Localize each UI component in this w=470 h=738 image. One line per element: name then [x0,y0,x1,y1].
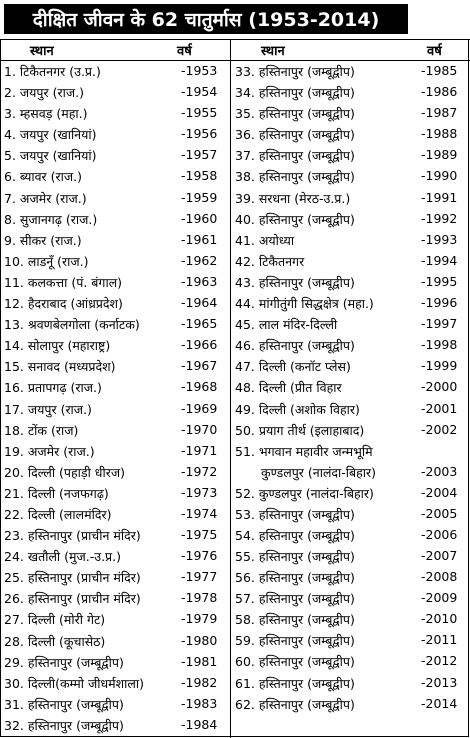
table-row [231,587,469,608]
table-row [0,123,230,144]
table-row [231,271,469,292]
year-cell: -1961 [181,231,218,247]
table-row [231,250,469,271]
table-row [0,419,230,440]
year-header: वर्ष [177,44,192,59]
table-row [231,81,469,102]
table-row [231,165,469,186]
table-row [0,714,230,735]
year-cell: -1992 [421,210,458,226]
year-cell: -1957 [181,147,218,163]
table-row [231,208,469,229]
place-cell: 29. हस्तिनापुर (जम्बूद्वीप) [4,654,124,670]
table-row [231,545,469,566]
place-cell: 15. सनावद (मध्यप्रदेश) [4,359,116,375]
year-cell: -1971 [181,442,218,458]
place-cell: 31. हस्तिनापुर (जम्बूद्वीप) [4,696,124,712]
table-row [231,144,469,165]
left-column [0,39,230,735]
year-cell: -1978 [181,590,218,606]
place-cell: 40. हस्तिनापुर (जम्बूद्वीप) [235,211,355,227]
table-row [0,355,230,376]
table-row [231,334,469,355]
right-rows [231,60,469,714]
place-cell: 46. हस्तिनापुर (जम्बूद्वीप) [235,338,355,354]
place-cell: 55. हस्तिनापुर (जम्बूद्वीप) [235,548,355,564]
table-row [231,672,469,693]
place-cell: 4. जयपुर (खानियां) [4,127,97,143]
place-cell: 23. हस्तिनापुर (प्राचीन मंदिर) [4,528,141,544]
table-row [0,461,230,482]
table-row [231,102,469,123]
table-row [0,482,230,503]
table-row [0,503,230,524]
table-row [231,398,469,419]
year-cell: -1966 [181,337,218,353]
table-row [0,672,230,693]
place-cell: 3. म्हसवड़ (महा.) [4,106,88,122]
year-cell: -1973 [181,484,218,500]
year-cell: -1975 [181,527,218,543]
year-cell: -1972 [181,463,218,479]
year-cell: -1974 [181,505,218,521]
table-row [0,334,230,355]
year-cell: -2010 [421,611,458,627]
table-row [0,693,230,714]
year-cell: -2001 [421,400,458,416]
year-cell: -1977 [181,569,218,585]
place-cell: 1. टिकैतनगर (उ.प्र.) [4,64,101,79]
place-cell: 58. हस्तिनापुर (जम्बूद्वीप) [235,612,355,628]
place-cell: 47. दिल्ली (कनॉट प्लेस) [235,359,351,375]
year-cell: -1967 [181,358,218,374]
table-row [0,81,230,102]
year-cell: -1985 [421,63,458,78]
year-cell: -1983 [181,695,218,711]
table-row [0,566,230,587]
place-cell: 5. जयपुर (खानियां) [4,148,97,164]
table-row [231,419,469,440]
place-cell: 54. हस्तिनापुर (जम्बूद्वीप) [235,527,355,543]
year-cell: -2014 [421,695,458,711]
place-cell: 11. कलकत्ता (पं. बंगाल) [4,274,123,290]
year-cell: -1993 [421,231,458,247]
table-row [0,587,230,608]
place-cell: 34. हस्तिनापुर (जम्बूद्वीप) [235,85,355,101]
year-cell: -1996 [421,295,458,311]
year-cell: -1958 [181,168,218,184]
table-row [0,229,230,250]
year-cell: -1979 [181,611,218,627]
year-cell: -1960 [181,210,218,226]
place-cell: 18. टोंक (राज) [4,422,79,438]
table-row [231,482,469,503]
place-cell: 27. दिल्ली (मोरी गेट) [4,612,106,628]
table-row [231,524,469,545]
year-cell: -2009 [421,590,458,606]
year-cell: -1968 [181,379,218,395]
year-cell: -1970 [181,421,218,437]
table-row [0,187,230,208]
year-cell: -1986 [421,84,458,100]
year-cell: -2013 [421,674,458,690]
place-cell: 13. श्रवणबेलगोला (कर्नाटक) [4,317,140,333]
year-cell: -1999 [421,358,458,374]
place-cell: 16. प्रतापगढ़ (राज.) [4,380,102,396]
left-column-header [0,39,230,60]
place-header: स्थान [30,44,54,59]
place-cell: 39. सरधना (मेरठ-उ.प्र.) [235,190,351,206]
year-cell: -1959 [181,189,218,205]
year-cell: -1989 [421,147,458,163]
place-cell: 48. दिल्ली (प्रीत विहार [235,380,342,396]
table-row [0,440,230,461]
table-row [231,650,469,671]
place-cell: 45. लाल मंदिर-दिल्ली [235,317,338,333]
year-cell: -1969 [181,400,218,416]
place-cell: 36. हस्तिनापुर (जम्बूद्वीप) [235,127,355,143]
right-column-header [231,39,469,60]
place-cell: 56. हस्तिनापुर (जम्बूद्वीप) [235,570,355,586]
place-cell: 53. हस्तिनापुर (जम्बूद्वीप) [235,506,355,522]
place-cell: 2. जयपुर (राज.) [4,85,84,101]
year-cell: -2002 [421,421,458,437]
table-row [231,376,469,397]
year-cell: -1988 [421,126,458,142]
table-row [0,545,230,566]
place-cell: 19. अजमेर (राज.) [4,443,95,459]
place-cell: 41. अयोध्या [235,232,295,248]
table-row [231,60,469,81]
place-cell: 20. दिल्ली (पहाड़ी धीरज) [4,464,125,480]
table-row [231,608,469,629]
table-row [231,629,469,650]
place-cell: 22. दिल्ली (लालमंदिर) [4,506,112,522]
year-cell: -2003 [421,463,458,479]
year-cell: -1990 [421,168,458,184]
table-row [0,398,230,419]
table-row [0,165,230,186]
place-cell: 59. हस्तिनापुर (जम्बूद्वीप) [235,633,355,649]
year-cell: -1987 [421,105,458,121]
year-cell: -2005 [421,505,458,521]
place-cell: 49. दिल्ली (अशोक विहार) [235,401,360,417]
table-row [0,102,230,123]
table-row [0,208,230,229]
year-cell: -2007 [421,547,458,563]
place-cell: 38. हस्तिनापुर (जम्बूद्वीप) [235,169,355,185]
table-row [0,250,230,271]
year-cell: -2011 [421,632,458,648]
year-cell: -1984 [181,716,218,732]
table-row [231,313,469,334]
year-cell: -1991 [421,189,458,205]
year-cell: -1964 [181,295,218,311]
table-row [231,503,469,524]
year-header: वर्ष [427,44,442,59]
year-cell: -1976 [181,548,218,564]
place-cell: 37. हस्तिनापुर (जम्बूद्वीप) [235,148,355,164]
year-cell: -2008 [421,569,458,585]
table-row [0,313,230,334]
table-row [0,651,230,672]
year-cell: -2006 [421,526,458,542]
table-row [231,229,469,250]
place-cell: 32. हस्तिनापुर (जम्बूद्वीप) [4,717,124,733]
place-cell: 44. मांगीतुंगी सिद्धक्षेत्र (महा.) [235,296,374,312]
place-cell: 35. हस्तिनापुर (जम्बूद्वीप) [235,106,355,122]
year-cell: -2004 [421,484,458,500]
table-row [0,60,230,81]
place-cell: 62. हस्तिनापुर (जम्बूद्वीप) [235,696,355,712]
place-cell: 10. लाडनूँ (राज.) [4,253,89,269]
place-cell: 24. खतौली (मुज.-उ.प्र.) [4,549,122,565]
year-cell: -1953 [181,63,218,78]
table-row [0,630,230,651]
place-cell: 25. हस्तिनापुर (प्राचीन मंदिर) [4,570,141,586]
place-cell: 7. अजमेर (राज.) [4,190,87,206]
place-cell: 12. हैदराबाद (आंध्रप्रदेश) [4,296,123,312]
place-cell: 8. सुजानगढ़ (राज.) [4,211,98,227]
place-cell: 28. दिल्ली (कूचासेठ) [4,633,106,649]
year-cell: -2012 [421,653,458,669]
place-cell: 52. कुण्डलपुर (नालंदा-बिहार) [235,485,374,501]
place-cell: 26. हस्तिनापुर (प्राचीन मंदिर) [4,591,141,607]
year-cell: -1997 [421,316,458,332]
table-row [0,376,230,397]
year-cell: -1982 [181,674,218,690]
place-cell: 33. हस्तिनापुर (जम्बूद्वीप) [235,64,355,79]
table-row [0,524,230,545]
place-cell: 43. हस्तिनापुर (जम्बूद्वीप) [235,274,355,290]
place-cell: 60. हस्तिनापुर (जम्बूद्वीप) [235,654,355,670]
page-title: दीक्षित जीवन के 62 चातुर्मास (1953-2014) [4,4,408,34]
place-cell: 57. हस्तिनापुर (जम्बूद्वीप) [235,591,355,607]
table-row [0,292,230,313]
table-row [231,355,469,376]
year-cell: -1994 [421,252,458,268]
year-cell: -1955 [181,105,218,121]
year-cell: -1980 [181,632,218,648]
right-column [231,39,469,714]
place-cell: 21. दिल्ली (नजफगढ़) [4,485,109,501]
place-cell: 9. सीकर (राज.) [4,232,82,248]
table-row [231,440,469,482]
year-cell: -1995 [421,273,458,289]
table-row [231,566,469,587]
place-cell-continued: कुण्डलपुर (नालंदा-बिहार) [261,464,377,480]
year-cell: -1963 [181,273,218,289]
place-cell: 6. ब्यावर (राज.) [4,169,82,185]
year-cell: -1954 [181,84,218,100]
place-cell: 14. सोलापुर (महाराष्ट्र) [4,338,111,354]
year-cell: -1965 [181,316,218,332]
place-header: स्थान [261,44,285,59]
year-cell: -1981 [181,653,218,669]
place-cell: 51. भगवान महावीर जन्मभूमि [235,443,373,459]
year-cell: -1998 [421,337,458,353]
place-cell: 50. प्रयाग तीर्थ (इलाहाबाद) [235,422,365,438]
year-cell: -1962 [181,252,218,268]
table-row [231,123,469,144]
place-cell: 61. हस्तिनापुर (जम्बूद्वीप) [235,675,355,691]
year-cell: -1956 [181,126,218,142]
left-rows [0,60,230,735]
table-row [0,144,230,165]
table-row [231,693,469,714]
table-row [231,292,469,313]
place-cell: 42. टिकैतनगर [235,253,305,269]
place-cell: 17. जयपुर (राज.) [4,401,92,417]
table-row [0,608,230,629]
table-row [231,187,469,208]
year-cell: -2000 [421,379,458,395]
table-row [0,271,230,292]
place-cell: 30. दिल्ली(कम्मो जीधर्मशाला) [4,675,144,691]
